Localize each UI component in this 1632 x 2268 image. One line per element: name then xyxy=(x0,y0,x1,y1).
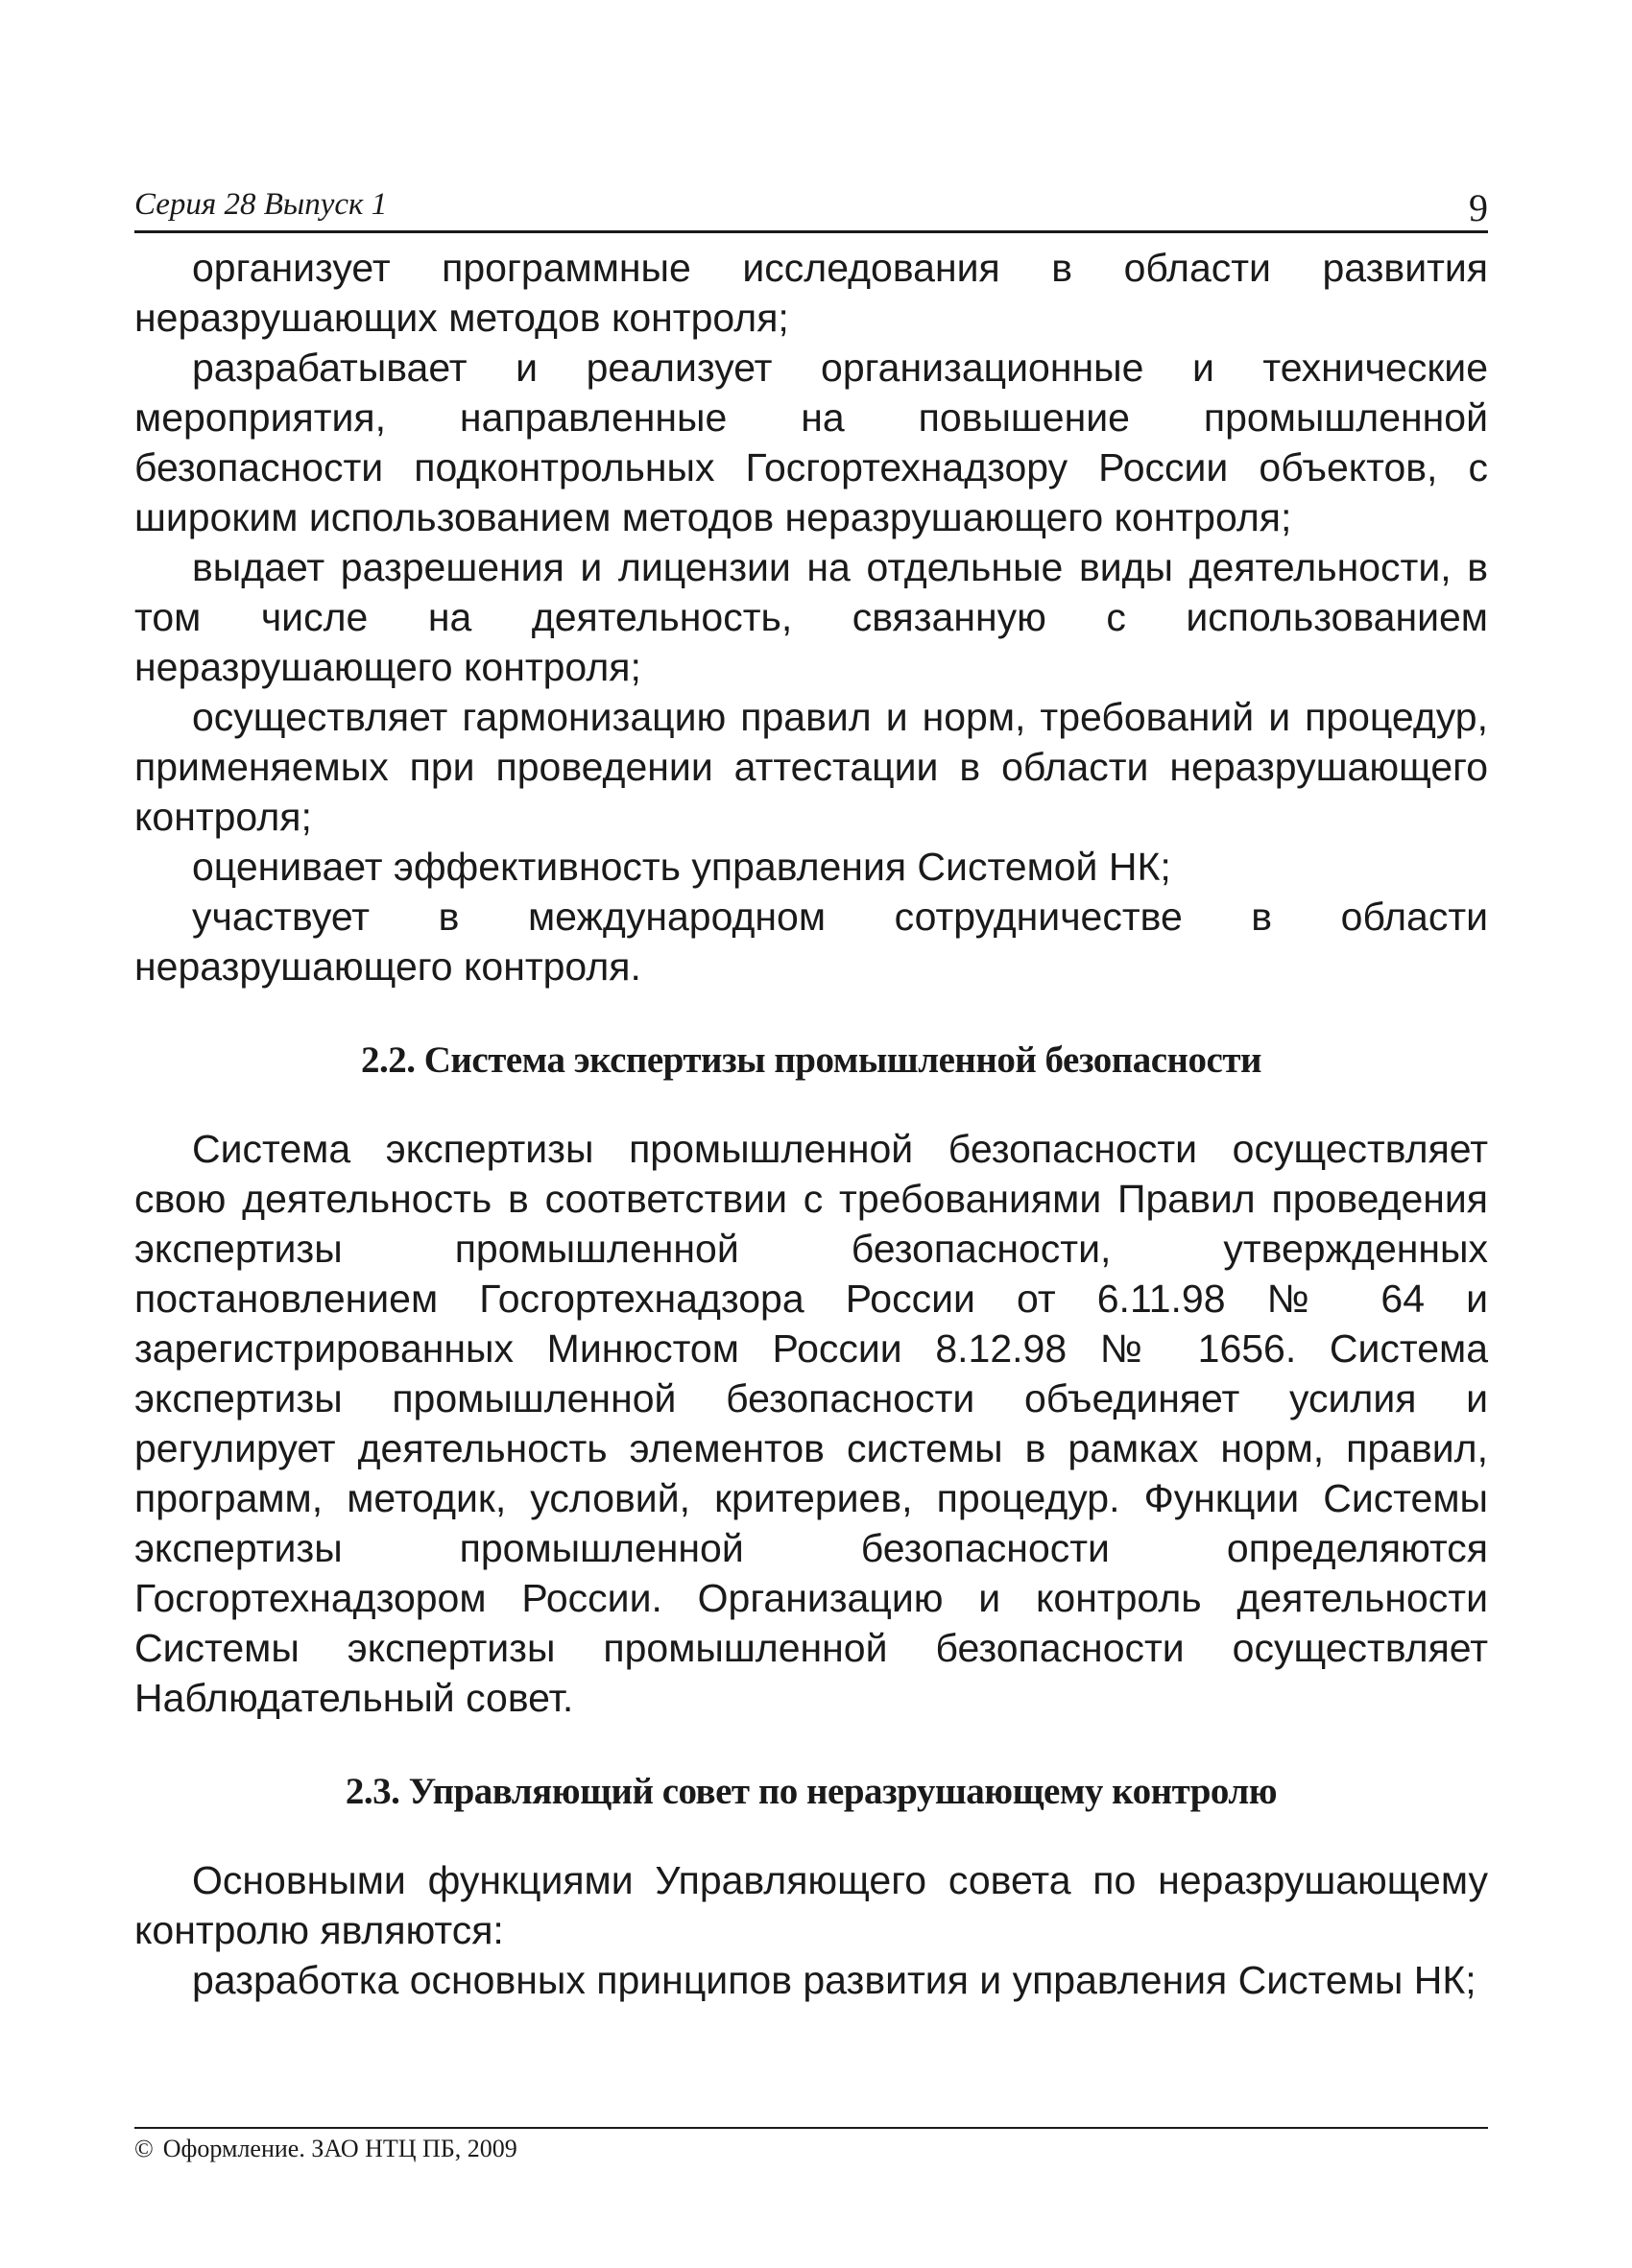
series-label: Серия 28 Выпуск 1 xyxy=(134,187,388,222)
section-2-2-paragraph: Система экспертизы промышленной безопасности осуществляет свою деятельность в соответствии с требованиями Правил проведения экспертизы промышленной безопасности, утвержденных постановлением Госгортехнадзора России от 6.11.98 № 64 и зарегистрированных Минюстом России 8.12.98 № 1656. Система экспертизы промышленной безопасности объединяет усилия и регулирует деятельность элементов системы в рамках норм, правил, программ, методик, условий, критериев, процедур. Функции Системы экспертизы промышленной безопасности определяются Госгортехнадзором России. Организацию и контроль деятельности Системы экспертизы промышленной безопасности осуществляет Наблюдательный совет. xyxy=(134,1127,1488,1720)
copyright-icon: © xyxy=(134,2135,154,2162)
list-item: участвует в международном сотрудничестве в области неразрушающего контроля. xyxy=(134,895,1488,989)
list-item: осуществляет гармонизацию правил и норм, требований и процедур, применяемых при проведении аттестации в области неразрушающего контроля; xyxy=(134,695,1488,839)
list-item: выдает разрешения и лицензии на отдельные виды деятельности, в том числе на деятельность, связанную с использованием неразрушающего контроля; xyxy=(134,545,1488,689)
section-title-2-2: 2.2. Система экспертизы промышленной безопасности xyxy=(361,1039,1261,1081)
page-body xyxy=(134,243,1488,2005)
section-2-3-paragraph: разработка основных принципов развития и управления Системы НК; xyxy=(192,1958,1476,2002)
section-title-2-3: 2.3. Управляющий совет по неразрушающему контролю xyxy=(345,1771,1278,1812)
section-2-3-paragraph: Основными функциями Управляющего совета по неразрушающему контролю являются: xyxy=(134,1858,1488,1952)
list-item: разрабатывает и реализует организационные и технические мероприятия, направленные на повышение промышленной безопасности подконтрольных Госгортехнадзору России объектов, с широким использованием методов неразрушающего контроля; xyxy=(134,346,1488,539)
page-footer xyxy=(134,2127,1488,2163)
list-item: оценивает эффективность управления Системой НК; xyxy=(192,845,1171,889)
list-item: организует программные исследования в области развития неразрушающих методов контроля; xyxy=(134,246,1488,340)
footer-text: Оформление. ЗАО НТЦ ПБ, 2009 xyxy=(162,2135,517,2162)
page-number: 9 xyxy=(1469,186,1488,229)
page-header xyxy=(134,173,1488,233)
document-page xyxy=(134,173,1488,2005)
